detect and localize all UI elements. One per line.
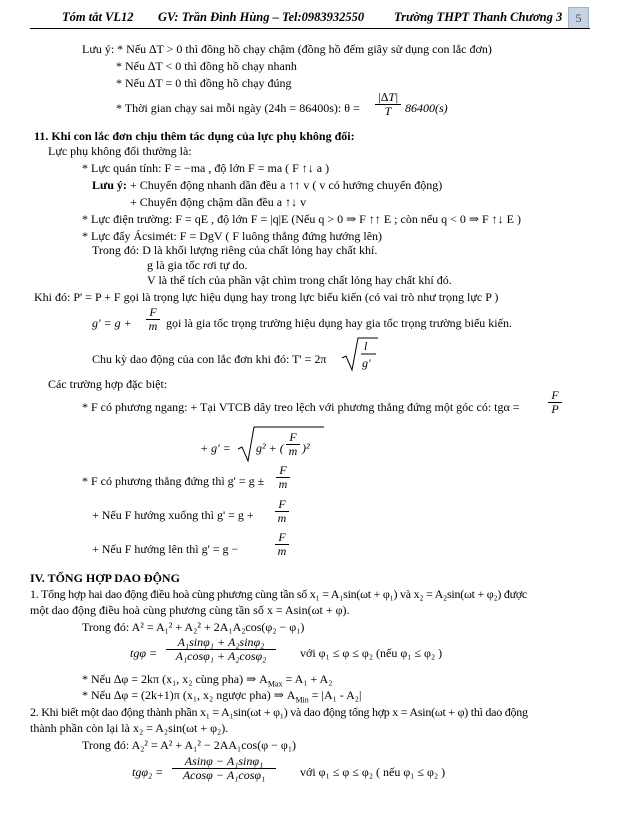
horizontal-case-line: * F có phương ngang: + Tại VTCB dây treo lệch với phương thẳng đứng một góc có: tgα = — [82, 400, 520, 414]
note-line-3: * Nếu ∆T = 0 thì đồng hồ chạy đúng — [116, 76, 292, 90]
effective-gravity-fraction: $\frac{F}{m}$ — [146, 306, 160, 333]
definition-v-line: V là thể tích của phần vật chìm trong chất lỏng hay chất khí đó. — [147, 273, 452, 287]
composition-2-line-b: thành phần còn lại là x₂ = A₂sin(ωt + φ₂). — [30, 721, 229, 735]
inertial-force-line: * Lực quán tính: F = −ma , độ lớn F = ma ( F ↑↓ a ) — [82, 161, 330, 175]
period-num: l — [364, 339, 368, 353]
header-middle: GV: Trần Đình Hùng – Tel:0983932550 — [158, 10, 365, 24]
horizontal-g-close: )² — [302, 441, 310, 455]
upward-case-line: + Nếu F hướng lên thì g' = g − — [92, 542, 239, 556]
note-label: Lưu ý: — [92, 178, 127, 192]
amplitude-formula-1: Trong đó: A² = A₁² + A₂² + 2A₁A₂cos(φ₂ − φ₁) — [82, 620, 305, 634]
accelerated-motion-line: + Chuyển động nhanh dần đều a ↑↑ v ( v có hướng chuyển động) — [130, 178, 443, 192]
horizontal-g-inner: g² + ( — [256, 441, 284, 455]
upward-case-fraction: $\frac{F}{m}$ — [275, 531, 289, 558]
phase-formula-1-lhs: tgφ = — [130, 646, 158, 660]
theta-tail: 86400(s) — [405, 101, 448, 115]
vertical-case-fraction: $\frac{F}{m}$ — [276, 464, 290, 491]
header-left: Tóm tắt VL12 — [62, 10, 134, 24]
definition-g-line: g là gia tốc rơi tự do. — [147, 258, 248, 272]
downward-case-line: + Nếu F hướng xuống thì g' = g + — [92, 508, 254, 522]
effective-gravity-lhs: g' = g + — [92, 316, 132, 330]
section-11-title: 11. Khi con lắc đơn chịu thêm tác dụng của lực phụ không đổi: — [34, 129, 355, 143]
period-sqrt — [340, 336, 380, 372]
horizontal-g-fraction: $\frac{F}{m}$ — [286, 431, 300, 458]
vertical-case-line: * F có phương thẳng đứng thì g' = g ± — [82, 474, 265, 488]
composition-1-line-a: 1. Tổng hợp hai dao động điều hoà cùng phương cùng tần số x₁ = A₁sin(ωt + φ₁) và x₂ = A₂sin(ωt + φ₂) được — [30, 587, 528, 601]
note-line-1: Lưu ý: * Nếu ∆T > 0 thì đồng hồ chạy chậm (đồng hồ đếm giây sử dụng con lắc đơn) — [82, 42, 492, 56]
amplitude-formula-2: Trong đó: A₂² = A² + A₁² − 2AA₁cos(φ − φ₁) — [82, 738, 297, 752]
in-phase-line: * Nếu ∆φ = 2kπ (x₁, x₂ cùng pha) ⇒ $A_{Max} = A_1 + A_2$ — [82, 672, 333, 689]
anti-phase-line: * Nếu ∆φ = (2k+1)π (x₁, x₂ ngược pha) ⇒ $A_{Min} = |A_1 - A_2|$ — [82, 688, 362, 705]
definition-d-line: Trong đó: D là khối lượng riêng của chất lỏng hay chất khí. — [92, 243, 378, 257]
period-line: Chu kỳ dao động của con lắc đơn khi đó: T' = 2π — [92, 352, 327, 366]
section-iv-title: IV. TỔNG HỢP DAO ĐỘNG — [30, 571, 180, 585]
phase-formula-2-fraction: $\frac{\text{Asinφ − A₁sinφ₁}}{\text{Acosφ − A₁cosφ₁}}$ — [172, 755, 276, 782]
section-11-subtitle: Lực phụ không đổi thường là: — [48, 144, 192, 158]
phase-formula-2-condition: với φ₁ ≤ φ ≤ φ₂ ( nếu φ₁ ≤ φ₂ ) — [300, 765, 446, 779]
composition-1-line-b: một dao động điều hoà cùng phương cùng tần số x = Asin(ωt + φ). — [30, 603, 350, 617]
downward-case-fraction: $\frac{F}{m}$ — [275, 498, 289, 525]
note-line-4: * Thời gian chạy sai mỗi ngày (24h = 86400s): θ = — [116, 101, 360, 115]
horizontal-g-lhs: + g' = — [200, 441, 231, 455]
decelerated-motion-line: + Chuyển động chậm dần đều a ↑↓ v — [130, 195, 307, 209]
phase-formula-1-condition: với φ₁ ≤ φ ≤ φ₂ (nếu φ₁ ≤ φ₂ ) — [300, 646, 443, 660]
effective-gravity-text: gọi là gia tốc trọng trường hiệu dụng hay gia tốc trọng trường biểu kiến. — [166, 316, 512, 330]
special-cases-title: Các trường hợp đặc biệt: — [48, 377, 168, 391]
composition-2-line-a: 2. Khi biết một dao động thành phần x₁ = A₁sin(ωt + φ₁) và dao động tổng hợp x = Asin(ωt + φ) thì dao động — [30, 705, 528, 719]
phase-formula-1-fraction: $\frac{\text{A₁sinφ₁ + A₂sinφ₂}}{\text{A₁cosφ₁ + A₂cosφ₂}}$ — [166, 636, 276, 663]
page-number: 5 — [568, 7, 589, 29]
tan-alpha-fraction: $\frac{F}{P}$ — [548, 389, 562, 416]
electric-force-line: * Lực điện trường: F = qE , độ lớn F = |q|E (Nếu q > 0 ⇒ F ↑↑ E ; còn nếu q < 0 ⇒ F ↑↓ E ) — [82, 212, 521, 226]
note-line-2: * Nếu ∆T < 0 thì đồng hồ chạy nhanh — [116, 59, 297, 73]
effective-weight-line: Khi đó: P' = P + F gọi là trọng lực hiệu dụng hay trong lực biểu kiến (có vai trò như trọng lực P ) — [34, 290, 499, 304]
period-den: g' — [362, 356, 371, 370]
theta-fraction: $\frac{|\Delta T|}{T}$ — [375, 91, 401, 118]
phase-formula-2-lhs: tgφ₂ = — [132, 765, 164, 779]
header-right: Trường THPT Thanh Chương 3 — [394, 10, 563, 24]
header-rule — [30, 28, 590, 29]
buoyant-force-line: * Lực đẩy Ácsimét: F = DgV ( F luông thẳng đứng hướng lên) — [82, 229, 383, 243]
